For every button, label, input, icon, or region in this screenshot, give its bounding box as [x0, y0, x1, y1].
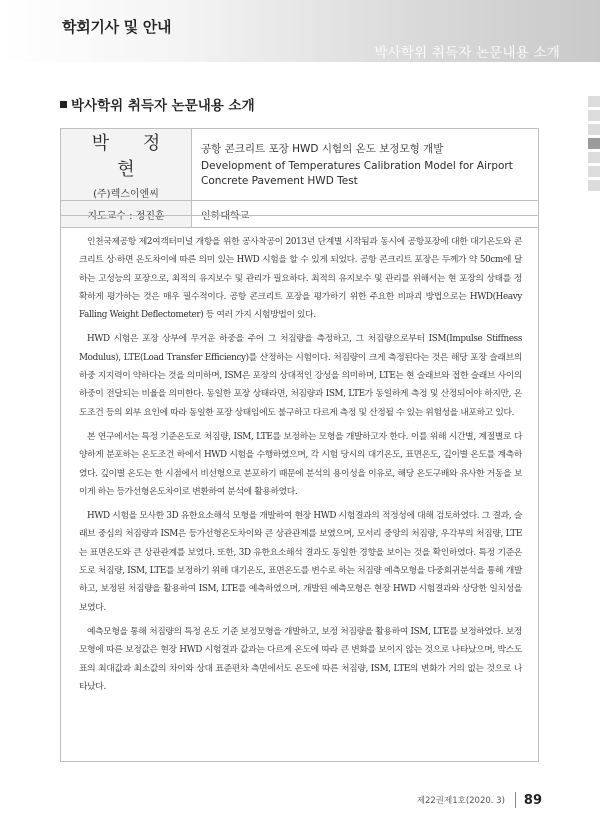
abstract-paragraph: 인천국제공항 제2여객터미널 개항을 위한 공사착공이 2013년 단계별 시작됨과 동시에 공항포장에 대한 대기온도와 콘크리트 상·하면 온도차이에 따른 의미 있는 HWD 시험을 할 수 있게 되었다. 공항 콘크리트 포장은 두께가 약 50cm에 달하는 고성능의 포장으로, 최적의 유지보수 및 관리가 필요하다. 최적의 유지보수 및 관리를 위해서는 현 포장의 상태를 정확하게 평가하는 것은 매우 필수적이다. 공항 콘크리트 포장을 평가하기 위한 주요한 비파괴 방법으로는 HWD(Heavy Falling Weight Deflectometer) 등 여러 가지 시험방법이 있다.: [79, 237, 522, 321]
abstract-body: [60, 215, 539, 762]
thesis-title-ko: 공항 콘크리트 포장 HWD 시험의 온도 보정모형 개발: [201, 142, 444, 155]
section-heading-text: 박사학위 취득자 논문내용 소개: [71, 98, 255, 114]
side-tab: [588, 96, 600, 107]
abstract-paragraph: HWD 시험은 포장 상부에 무거운 하중을 주어 그 처짐량을 측정하고, 그 처짐량으로부터 ISM(Impulse Stiffness Modulus), LTE(Load Transfer Efficiency)를 산정하는 시험이다. 처짐량이 크게 측정된다는 것은 해당 포장 슬래브의 하중 지지력이 약하다는 것을 의미하며, ISM은 포장의 상대적인 강성을 의미하며, LTE는 현 슬래브와 접한 슬래브 사이의 하중이 전달되는 비율을 의미한다. 동일한 포장 상태라면, 처짐량과 ISM, LTE가 동일하게 측정 및 산정되어야 하지만, 온도조건 등의 외부 요인에 따라 동일한 포장 상태임에도 불구하고 다르게 측정 및 산정될 수 있는 위험성을 내포하고 있다.: [79, 334, 522, 418]
header-subtitle: 박사학위 취득자 논문내용 소개: [374, 45, 560, 61]
side-tab-active: [588, 138, 600, 149]
author-name: 박 정 현: [91, 133, 175, 180]
side-tab: [588, 180, 600, 191]
side-tab: [588, 152, 600, 163]
university-name: 인하대학교: [201, 210, 250, 222]
side-tab: [588, 124, 600, 135]
square-bullet-icon: [60, 101, 67, 108]
page-number: 89: [523, 792, 542, 808]
profile-table: [60, 128, 539, 228]
thesis-title-cell: [192, 129, 539, 201]
author-cell: [61, 129, 192, 201]
author-company: (주)렉스이엔씨: [93, 189, 159, 200]
side-tab: [588, 166, 600, 177]
abstract-paragraph: HWD 시험을 모사한 3D 유한요소해석 모형을 개발하여 현장 HWD 시험결과의 적정성에 대해 검토하였다. 그 결과, 슬래브 중심의 처짐량과 ISM은 등가선형온도차이와 큰 상관관계를 보였으며, 모서리 중앙의 처짐량, 우각부의 처짐량, LTE는 표면온도와 큰 상관관계를 보였다. 또한, 3D 유한요소해석 결과도 동일한 경향을 보이는 것을 확인하였다. 특정 기준온도로 처짐량, ISM, LTE를 보정하기 위해 대기온도, 표면온도를 변수로 하는 처짐량 예측모형을 다중회귀분석을 통해 개발하고, 보정된 처짐량을 활용하여 ISM, LTE를 예측하였으며, 개발된 예측모형은 현장 HWD 시험결과와 상당한 일치성을 보였다.: [79, 511, 522, 613]
page-header: [0, 0, 600, 62]
journal-issue: 제22권제1호(2020. 3): [416, 796, 505, 806]
advisor-name: 지도교수 : 정진훈: [87, 210, 165, 222]
abstract-paragraph: 예측모형을 통해 처짐량의 특정 온도 기준 보정모형을 개발하고, 보정 처짐량을 활용하여 ISM, LTE를 보정하였다. 보정모형에 따른 보정값은 현장 HWD 시험결과 값과는 다르게 온도에 따라 큰 변화를 보이지 않는 것으로 나타났으며, 박스도표의 최대값과 최소값의 차이와 상대 표준편차 측면에서도 온도에 따른 처짐량, ISM, LTE의 변화가 거의 없는 것으로 나타났다.: [79, 626, 522, 692]
footer-divider: [515, 792, 516, 808]
section-heading: [60, 94, 255, 114]
profile-row: [61, 129, 539, 201]
side-index-tabs: [588, 96, 600, 194]
side-tab: [588, 110, 600, 121]
abstract-paragraph: 본 연구에서는 특정 기준온도로 처짐량, ISM, LTE를 보정하는 모형을 개발하고자 한다. 이를 위해 시간별, 계절별로 다양하게 분포하는 온도조건 하에서 HWD 시험을 수행하였으며, 각 시험 당시의 대기온도, 표면온도, 깊이별 온도를 계측하였다. 깊이별 온도는 한 시점에서 비선형으로 분포하기 때문에 분석의 용이성을 이유로, 해당 온도구배와 유사한 거동을 보이게 하는 등가선형온도차이로 변환하여 분석에 활용하였다.: [79, 431, 522, 497]
header-title: 학회기사 및 안내: [62, 18, 172, 36]
page-footer: [417, 790, 542, 810]
thesis-title-en: Development of Temperatures Calibration Model for Airport Concrete Pavement HWD Test: [201, 159, 513, 187]
